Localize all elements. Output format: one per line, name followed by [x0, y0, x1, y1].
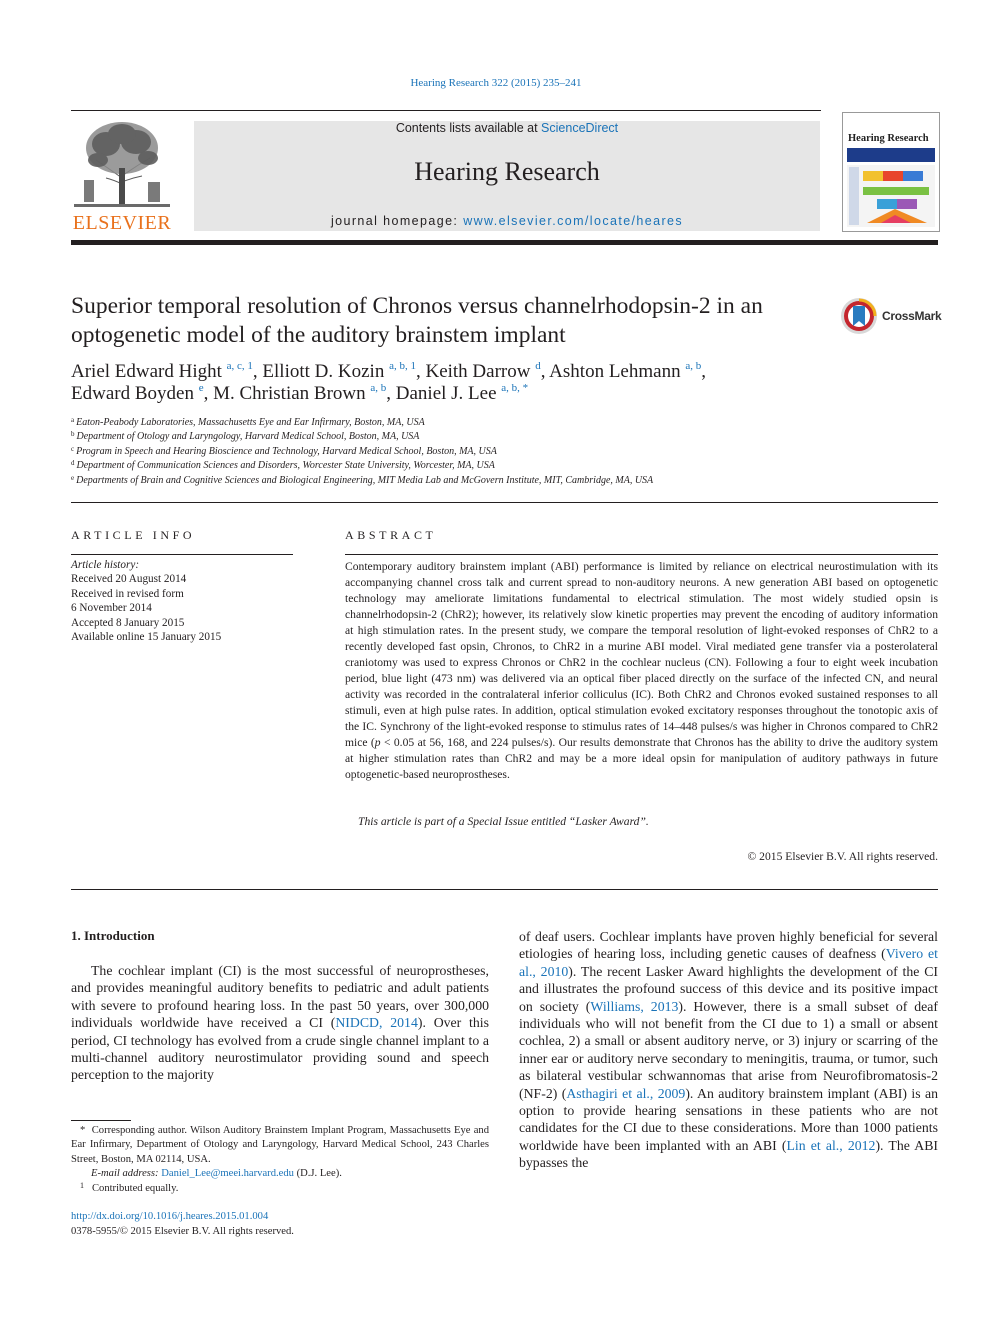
citation-link[interactable]: Williams, 2013: [590, 998, 679, 1014]
body-column-right: [519, 928, 938, 1172]
crossmark-label: CrossMark: [882, 309, 942, 323]
affiliation-item: [71, 416, 931, 430]
email-footnote: [71, 1167, 489, 1181]
body-text: ). The recent Lasker Award highlights the development of the CI and illustrates the profound success of this device and its positive impact on society (: [519, 963, 938, 1014]
history-item: 6 November 2014: [71, 602, 152, 615]
history-item: Available online 15 January 2015: [71, 631, 222, 644]
citation-link[interactable]: Asthagiri et al., 2009: [566, 1085, 686, 1101]
history-item: Received 20 August 2014: [71, 573, 187, 586]
doi-url[interactable]: http://dx.doi.org/10.1016/j.heares.2015.01.004: [71, 1211, 269, 1222]
body-text: ). The ABI bypasses the: [519, 1137, 938, 1171]
author-separator: ,: [252, 361, 263, 382]
author-affiliation-marks[interactable]: a, b: [685, 360, 702, 372]
author-separator: ,: [540, 361, 550, 382]
author-separator: ,: [415, 361, 426, 382]
elsevier-tree-icon: [70, 118, 174, 210]
footnote-rule: [71, 1120, 131, 1121]
affiliation-key: e: [71, 473, 75, 482]
author-separator: ,: [701, 361, 706, 382]
affiliation-key: b: [71, 430, 75, 439]
author-name[interactable]: Daniel J. Lee: [395, 383, 497, 404]
abstract-rule: [345, 554, 938, 555]
abstract-heading: ABSTRACT: [345, 528, 437, 542]
body-text: ). Over this period, CI technology has evolved from a crude single channel implant to a multi-channel auditory neurostimulator providing sound and speech perception to the majority: [71, 1015, 489, 1083]
article-title: Superior temporal resolution of Chronos versus channelrhodopsin-2 in an optogenetic model of the auditory brainstem implant: [71, 293, 763, 348]
journal-citation-link[interactable]: Hearing Research 322 (2015) 235–241: [410, 77, 582, 89]
author-affiliation-marks[interactable]: a, b, *: [501, 382, 529, 394]
publisher-wordmark: ELSEVIER: [72, 212, 172, 234]
crossmark-badge[interactable]: [840, 296, 940, 336]
corresponding-footnote: [71, 1124, 489, 1167]
article-info-heading: ARTICLE INFO: [71, 528, 196, 542]
history-item: Received in revised form: [71, 587, 184, 600]
abstract-divider: [71, 889, 938, 890]
affiliation-text: Department of Otology and Laryngology, Harvard Medical School, Boston, MA, USA: [76, 431, 420, 443]
affiliation-text: Program in Speech and Hearing Bioscience and Technology, Harvard Medical School, Boston, MA, USA: [76, 445, 497, 457]
issn-line: 0378-5955/© 2015 Elsevier B.V. All rights reserved.: [71, 1226, 294, 1237]
affiliation-text: Eaton-Peabody Laboratories, Massachusetts Eye and Ear Infirmary, Boston, MA, USA: [76, 417, 425, 428]
abstract-body: [345, 559, 938, 783]
affiliation-key: d: [71, 459, 75, 468]
crossmark-icon: [840, 296, 878, 336]
journal-title: Hearing Research: [414, 157, 600, 186]
body-text: The cochlear implant (CI) is the most successful of neuroprostheses, and provides meaningful auditory benefits to pediatric and adult patients with severe to profound hearing loss. In the past 50 years, over 300,000 individuals worldwide have received a CI (: [71, 963, 489, 1031]
abstract-copyright: © 2015 Elsevier B.V. All rights reserved.: [747, 850, 938, 863]
footnotes: [71, 1124, 489, 1196]
homepage-link[interactable]: www.elsevier.com/locate/heares: [463, 214, 684, 228]
citation-link[interactable]: Lin et al., 2012: [786, 1137, 876, 1153]
author-name[interactable]: Keith Darrow: [425, 361, 531, 382]
citation-link[interactable]: NIDCD, 2014: [335, 1015, 418, 1031]
contents-line: [194, 121, 820, 135]
author-name[interactable]: Edward Boyden: [71, 383, 194, 404]
doi-link[interactable]: [71, 1211, 268, 1222]
history-label: Article history:: [71, 559, 140, 571]
body-text: ). However, there is a small subset of deaf individuals who will not benefit from the CI due to 1) a small or absent cochlea, 2) a small or absent auditory nerve, or 3) injury or scarring of the inner ear or auditory nerve secondary to meningitis, trauma, or tumor, such as bilateral vestibular schwannomas that arise from Neurofibromatosis-2 (NF-2) (: [519, 998, 938, 1101]
footnote-mark: 1: [80, 1180, 84, 1190]
title-divider: [71, 502, 938, 503]
author-name[interactable]: M. Christian Brown: [213, 383, 366, 404]
author-affiliation-marks[interactable]: e: [198, 382, 204, 394]
author-name[interactable]: Ashton Lehmann: [549, 361, 681, 382]
sciencedirect-link[interactable]: ScienceDirect: [541, 121, 619, 135]
journal-cover[interactable]: [842, 112, 940, 232]
author-affiliation-marks[interactable]: a, b: [370, 382, 387, 394]
abstract-part: < 0.05 at 56, 168, and 224 pulses/s). Our results demonstrate that Chronos has the ability to drive the auditory system at higher stimulation rates than ChR2 and may be a more ideal opsin for manipulation of auditory pathways in future optogenetic-based neuroprostheses.: [345, 736, 938, 781]
abstract-part: Contemporary auditory brainstem implant (ABI) performance is limited by reliance on electrical neurostimulation with its accompanying channel cross talk and current spread to non-auditory neurons. A new generation ABI based on optogenetic technology may ameliorate limitations fundamental to electrical stimulation. The most widely studied opsin is channelrhodopsin-2 (ChR2); however, its relatively slow kinetic properties may prevent the encoding of auditory information at high stimulation rates. In the present study, we compare the temporal resolution of light-evoked responses of ChR2 to a recently developed fast opsin, Chronos, to ChR2 in a murine ABI model. Viral mediated gene transfer via a posterolateral craniotomy was used to express Chronos or ChR2 in the cochlear nucleus (CN). Following a four to eight week incubation period, blue light (473 nm) was delivered via an optical fiber placed directly on the surface of the infected CN, and neural activity was recorded in the contralateral inferior colliculus (IC). Both ChR2 and Chronos evoked sustained responses to all stimuli, even at high pulse rates. In addition, optical stimulation evoked excitatory responses throughout the tonotopic axis of the IC. Synchrony of the light-evoked response to stimulus rates of 14–448 pulses/s was higher in Chronos compared to ChR2 mice (: [345, 560, 938, 749]
author-affiliation-marks[interactable]: d: [535, 360, 541, 372]
header-thick-divider: [71, 240, 938, 245]
body-column-left: [71, 962, 489, 1084]
homepage-line: [194, 214, 820, 228]
email-suffix: (D.J. Lee).: [293, 1168, 342, 1180]
author-affiliation-marks[interactable]: a, c, 1: [226, 360, 253, 372]
author-list: [71, 361, 831, 405]
author-separator: ,: [203, 383, 214, 404]
equal-text: Contributed equally.: [91, 1182, 179, 1194]
author-name[interactable]: Elliott D. Kozin: [262, 361, 385, 382]
contents-prefix: Contents lists available at: [395, 121, 542, 135]
footnote-mark: *: [80, 1125, 86, 1136]
affiliation-item: [71, 474, 931, 488]
author-separator: ,: [386, 383, 396, 404]
email-label: E-mail address:: [91, 1168, 159, 1180]
cover-title: Hearing Research: [848, 133, 929, 144]
affiliation-item: [71, 430, 931, 444]
citation-link[interactable]: Vivero et al., 2010: [519, 946, 938, 979]
corresponding-text: Corresponding author. Wilson Auditory Brainstem Implant Program, Massachusetts Eye and Ear Infirmary, Department of Otology and Laryngology, Harvard Medical School, 243 Charles Street, Boston, MA 02114, USA.: [71, 1125, 489, 1165]
email-link[interactable]: Daniel_Lee@meei.harvard.edu: [161, 1168, 294, 1180]
cover-artwork-icon: [847, 165, 935, 227]
affiliation-text: Departments of Brain and Cognitive Sciences and Biological Engineering, MIT Media Lab and McGovern Institute, MIT, Cambridge, MA, USA: [76, 474, 654, 486]
history-item: Accepted 8 January 2015: [71, 616, 185, 629]
article-info-rule: [71, 554, 293, 555]
homepage-prefix: journal homepage:: [330, 214, 464, 228]
affiliation-key: a: [71, 416, 75, 424]
body-text: ). An auditory brainstem implant (ABI) is an option to provide hearing sensations in these patients who are not candidates for the CI due to these considerations. More than 1000 patients worldwide have been implanted with an ABI (: [519, 1085, 939, 1153]
affiliation-key: c: [71, 444, 75, 453]
author-name[interactable]: Ariel Edward Hight: [71, 361, 222, 382]
body-text: of deaf users. Cochlear implants have proven highly beneficial for several etiologies of hearing loss, including genetic causes of deafness (: [519, 929, 938, 962]
equal-contribution-footnote: [71, 1182, 489, 1196]
article-history: [71, 558, 301, 644]
section-heading-introduction: 1. Introduction: [71, 928, 155, 943]
p-value-symbol: p: [374, 736, 381, 749]
affiliation-item: [71, 459, 931, 473]
affiliation-item: [71, 445, 931, 459]
cover-band: [847, 148, 935, 162]
elsevier-logo: [70, 118, 174, 235]
special-issue-note: This article is part of a Special Issue entitled “Lasker Award”.: [358, 815, 649, 828]
author-affiliation-marks[interactable]: a, b, 1: [389, 360, 416, 372]
header-divider: [71, 110, 821, 111]
affiliation-list: [71, 416, 931, 488]
affiliation-text: Department of Communication Sciences and Disorders, Worcester State University, Worcester, MA, USA: [76, 460, 495, 472]
